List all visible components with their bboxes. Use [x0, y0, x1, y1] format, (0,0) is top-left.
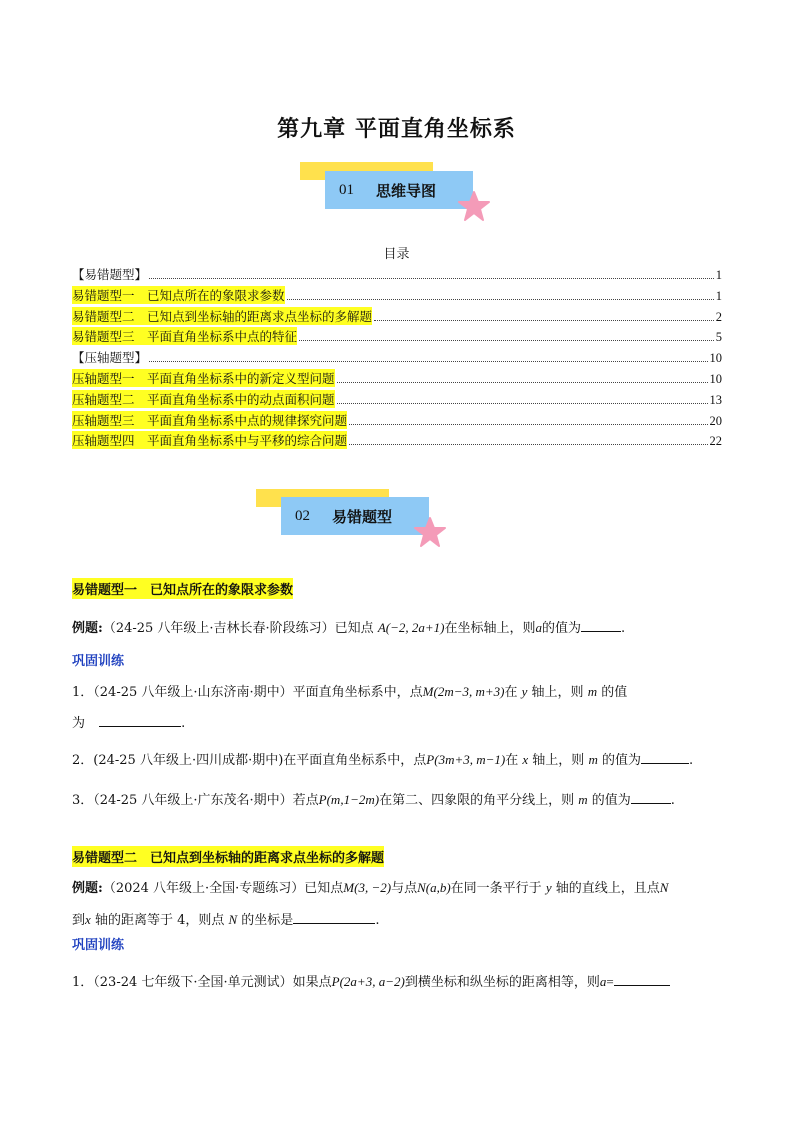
answer-blank[interactable] [293, 911, 375, 924]
toc-entry-title[interactable]: 压轴题型三 平面直角坐标系中点的规律探究问题 [72, 412, 348, 428]
toc-entry-title[interactable]: 压轴题型二 平面直角坐标系中的动点面积问题 [72, 391, 335, 407]
text: 为 [72, 716, 86, 731]
question-type-header: 易错题型一 已知点所在的象限求参数 [72, 578, 293, 599]
math-var: x [522, 752, 529, 767]
text: 1．（24-25 八年级上·山东济南·期中）平面直角坐标系中，点 [72, 685, 423, 700]
math-point: P(2a+3, a−2) [331, 974, 405, 989]
section-number: 02 [295, 507, 310, 524]
answer-blank[interactable] [641, 751, 689, 764]
math-point: A(−2, 2a+1) [377, 620, 445, 635]
toc-entry-title[interactable]: 压轴题型四 平面直角坐标系中与平移的综合问题 [72, 433, 348, 449]
toc-leader-dots [349, 424, 707, 425]
answer-blank[interactable] [99, 714, 181, 727]
math-var: y [545, 880, 552, 895]
toc-heading: 目录 [383, 247, 410, 262]
text: 轴的直线上，且点 [555, 881, 660, 896]
toc-leader-dots [337, 382, 708, 383]
page-title: 第九章 平面直角坐标系 [277, 117, 516, 142]
toc-leader-dots [287, 299, 714, 300]
text: 的值 [601, 685, 628, 700]
text: 的值为 [542, 621, 582, 636]
toc-row[interactable] [72, 408, 722, 429]
toc-page-number: 22 [709, 434, 722, 449]
math-point: N(a,b) [417, 880, 451, 895]
toc-page-number: 10 [709, 372, 722, 386]
example-question-cont [72, 910, 722, 931]
toc-row[interactable] [72, 345, 722, 366]
math-var: y [521, 684, 528, 699]
text: 在坐标轴上，则 [444, 621, 536, 636]
section-label: 易错题型 [332, 507, 393, 526]
section-banner-mindmap [325, 171, 473, 209]
text: 轴上，则 [532, 753, 585, 768]
math-var: N [228, 912, 238, 927]
toc-page-number: 13 [709, 392, 722, 407]
text: 的值为 [591, 793, 631, 808]
toc-page-number: 1 [715, 288, 722, 303]
star-icon [414, 516, 446, 548]
text: 在同一条平行于 [450, 881, 542, 896]
practice-question [72, 750, 722, 771]
section-number: 01 [339, 181, 354, 198]
toc-leader-dots [374, 320, 714, 321]
toc-row[interactable] [72, 428, 722, 449]
example-question [72, 878, 722, 899]
text: 在第二、四象限的角平分线上，则 [379, 793, 575, 808]
text: . [181, 716, 186, 731]
toc-entry-title[interactable]: 易错题型一 已知点所在的象限求参数 [72, 287, 285, 303]
text: 3．（24-25 八年级上·广东茂名·期中）若点 [72, 793, 319, 808]
toc-leader-dots [337, 403, 708, 404]
text: 在 [505, 753, 519, 768]
text: 的坐标是 [241, 913, 294, 928]
text: . [670, 793, 675, 808]
toc-entry-title[interactable]: 压轴题型一 平面直角坐标系中的新定义型问题 [72, 371, 335, 386]
practice-question [72, 972, 722, 993]
toc-leader-dots [149, 361, 707, 362]
text: 与点 [391, 881, 418, 896]
toc-leader-dots [149, 278, 714, 279]
example-label: 例题: [72, 881, 103, 896]
text: 到 [72, 913, 86, 928]
text: 的值为 [601, 753, 641, 768]
math-point: M(2m−3, m+3) [422, 684, 505, 699]
section-banner-errors [281, 497, 429, 535]
practice-label: 巩固训练 [72, 938, 125, 953]
math-var: x [85, 912, 91, 927]
practice-question-cont [72, 714, 722, 734]
example-question [72, 618, 722, 639]
practice-question [72, 790, 722, 811]
text: 1．（23-24 七年级下·全国·单元测试）如果点 [72, 975, 332, 990]
answer-blank[interactable] [581, 619, 621, 632]
text: . [375, 913, 380, 928]
math-var: m [587, 684, 598, 699]
practice-label: 巩固训练 [72, 654, 125, 669]
toc-page-number: 2 [715, 309, 722, 324]
toc-entry-title[interactable]: 易错题型二 已知点到坐标轴的距离求点坐标的多解题 [72, 308, 373, 324]
text: 2．(24-25 八年级上·四川成都·期中)在平面直角坐标系中，点 [72, 753, 427, 768]
text: 轴上，则 [531, 685, 584, 700]
toc-row[interactable] [72, 366, 722, 387]
text: 轴的距离等于 4，则点 [94, 913, 225, 928]
toc-row[interactable] [72, 262, 722, 283]
toc-leader-dots [349, 444, 707, 445]
toc-entry-title[interactable]: 【易错题型】 [72, 267, 148, 282]
math-point: P(m,1−2m) [318, 792, 380, 807]
toc-row[interactable] [72, 387, 722, 408]
answer-blank[interactable] [614, 973, 670, 986]
answer-blank[interactable] [631, 791, 671, 804]
math-var: m [578, 792, 588, 807]
math-var: m [588, 752, 598, 767]
toc-page-number: 10 [709, 351, 722, 366]
text: 到横坐标和纵坐标的距离相等，则 [404, 975, 600, 990]
math-point: P(3m+3, m−1) [426, 752, 506, 767]
math-var: a [535, 620, 542, 635]
toc-leader-dots [299, 340, 714, 341]
text: （24-25 八年级上·吉林长春·阶段练习）已知点 [102, 621, 374, 636]
toc-entry-title[interactable]: 易错题型三 平面直角坐标系中点的特征 [72, 329, 298, 345]
text: （2024 八年级上·全国·专题练习）已知点 [102, 881, 344, 896]
practice-question [72, 682, 722, 703]
toc-row[interactable] [72, 283, 722, 304]
example-label: 例题: [72, 621, 103, 636]
star-icon [458, 190, 490, 222]
toc-row[interactable] [72, 324, 722, 345]
text: 在 [504, 685, 518, 700]
text: = [606, 974, 614, 989]
math-var: N [659, 880, 669, 895]
toc-page-number: 1 [715, 268, 722, 282]
toc-page-number: 20 [709, 413, 722, 428]
math-var: a [599, 974, 607, 989]
toc-entry-title[interactable]: 【压轴题型】 [72, 350, 148, 366]
section-label: 思维导图 [376, 181, 437, 200]
toc-page-number: 5 [715, 330, 722, 345]
text: . [689, 753, 694, 768]
toc-row[interactable] [72, 304, 722, 325]
math-point: M(3, −2) [343, 880, 392, 895]
text: . [621, 621, 626, 636]
question-type-header: 易错题型二 已知点到坐标轴的距离求点坐标的多解题 [72, 846, 384, 867]
